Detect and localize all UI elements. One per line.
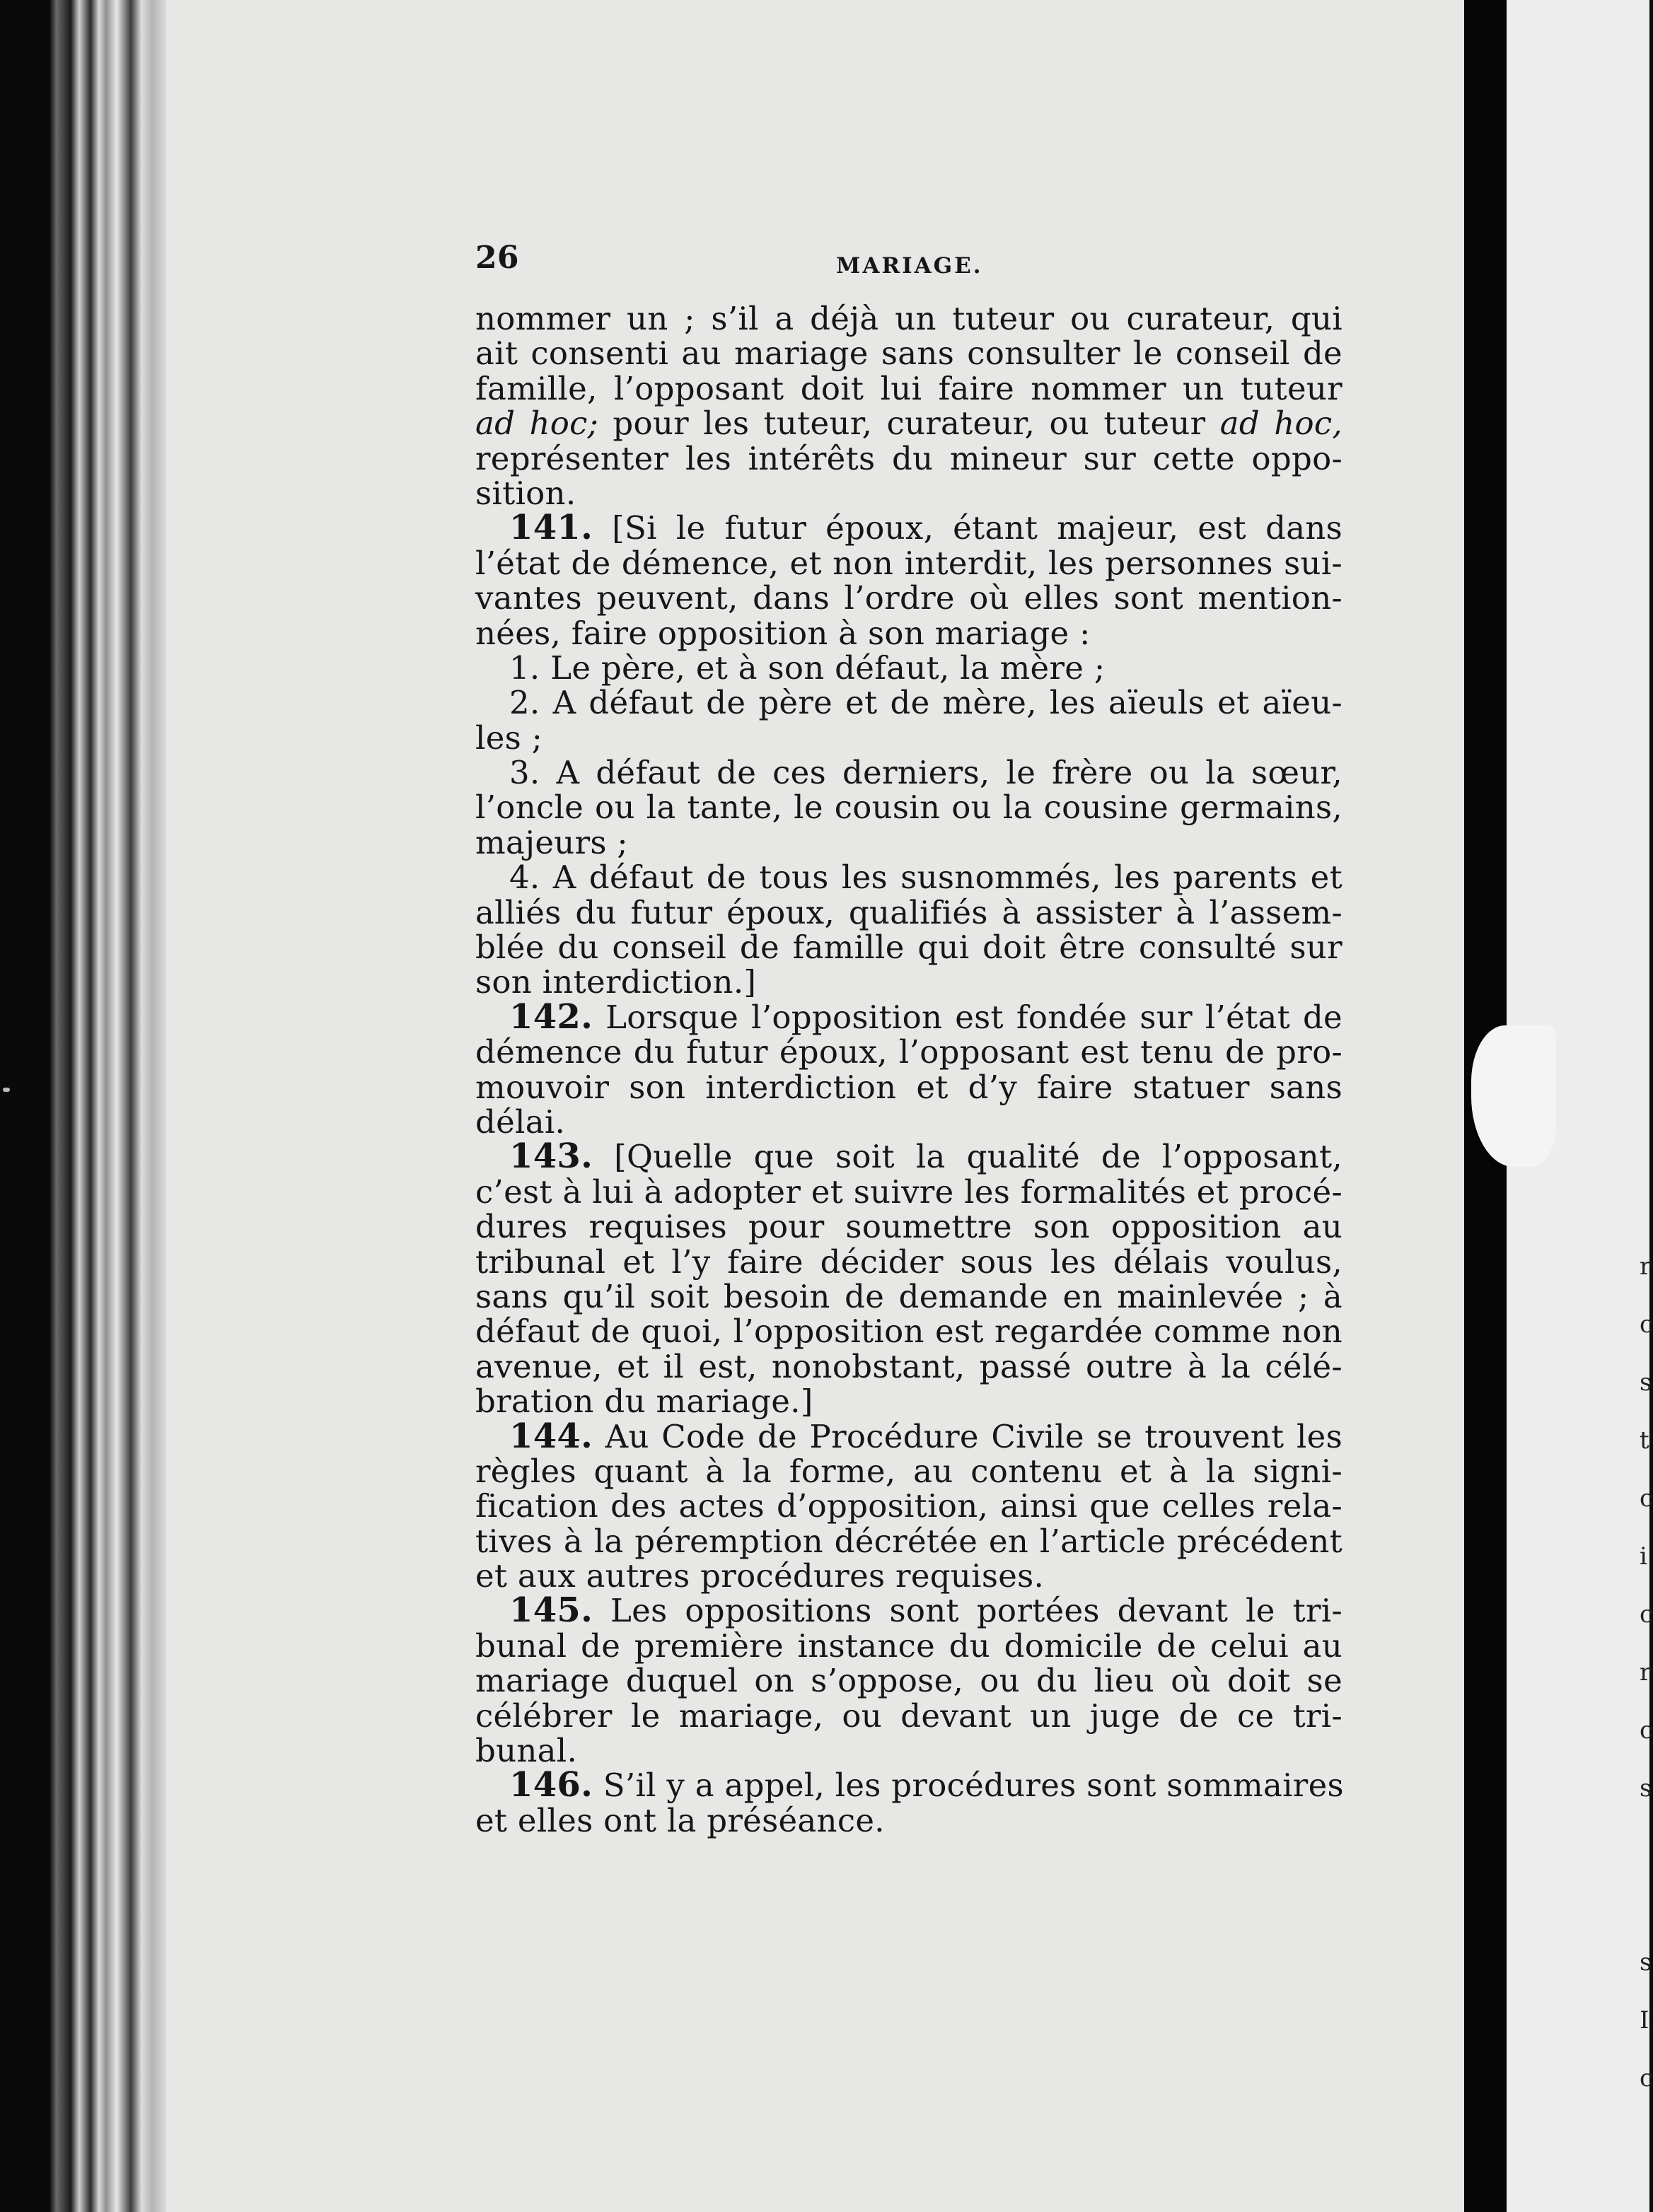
text-line: et aux autres procédures requises. — [475, 1557, 1045, 1595]
list-item: 3. A défaut de ces derniers, le frère ou la sœur, — [509, 754, 1342, 792]
text-line: défaut de quoi, l’opposition est regardée comme non — [475, 1312, 1342, 1351]
text-line: son interdiction.] — [475, 963, 757, 1001]
text-span: [Si le futur époux, étant majeur, est dans — [593, 509, 1342, 547]
list-item: 2. A défaut de père et de mère, les aïeuls et aïeu- — [509, 684, 1342, 722]
text-line: c’est à lui à adopter et suivre les formalités et procé- — [475, 1172, 1342, 1211]
text-line: sans qu’il soit besoin de demande en mainlevée ; à — [475, 1277, 1342, 1315]
text-line: démence du futur époux, l’opposant est tenu de pro- — [475, 1033, 1342, 1071]
text-line: dures requises pour soumettre son opposition au — [475, 1208, 1342, 1246]
text-line: mariage duquel on s’oppose, ou du lieu où doit se — [475, 1662, 1342, 1700]
book-spine — [0, 0, 170, 2212]
text-line: tives à la péremption décrétée en l’article précédent — [475, 1522, 1342, 1560]
text-line: célébrer le mariage, ou devant un juge de ce tri- — [475, 1696, 1342, 1735]
text-line: délai. — [475, 1102, 566, 1141]
page-text — [475, 240, 1342, 1838]
text-span: Les oppositions sont portées devant le tri- — [593, 1592, 1342, 1630]
margin-speck — [3, 1088, 10, 1092]
article-141 — [475, 508, 1342, 548]
text-line: nommer un ; s’il a déjà un tuteur ou curateur, qui — [475, 300, 1342, 337]
article-number: 144. — [509, 1416, 593, 1456]
list-item: 1. Le père, et à son défaut, la mère ; — [509, 648, 1106, 687]
article-number: 142. — [509, 996, 593, 1037]
text-line: bunal. — [475, 1732, 578, 1770]
text-line: avenue, et il est, nonobstant, passé outre à la célé- — [475, 1347, 1342, 1385]
page-title: MARIAGE. — [836, 253, 983, 279]
article-142 — [475, 996, 1342, 1037]
text-line — [475, 406, 1342, 441]
text-line: et elles ont la préséance. — [475, 1801, 885, 1839]
text-line: fication des actes d’opposition, ainsi que celles rela- — [475, 1487, 1342, 1525]
article-number: 146. — [509, 1765, 593, 1805]
text-line: l’état de démence, et non interdit, les personnes sui- — [475, 544, 1342, 582]
article-number: 141. — [509, 508, 593, 548]
running-head — [475, 240, 1342, 301]
text-line: règles quant à la forme, au contenu et à la signi- — [475, 1452, 1342, 1490]
article-number: 143. — [509, 1136, 593, 1177]
page-number: 26 — [475, 240, 519, 276]
text-line: bration du mariage.] — [475, 1382, 813, 1421]
page-tear — [1471, 1025, 1556, 1167]
text-line: les ; — [475, 718, 543, 757]
text-line: ait consenti au mariage sans consulter le conseil de — [475, 334, 1342, 373]
text-line: nées, faire opposition à son mariage : — [475, 614, 1091, 652]
article-144 — [475, 1416, 1342, 1456]
text-span: pour les tuteur, curateur, ou tuteur — [598, 404, 1220, 443]
text-line: tribunal et l’y faire décider sous les délais voulus, — [475, 1242, 1342, 1281]
article-143 — [475, 1136, 1342, 1177]
text-line: sition. — [475, 474, 576, 512]
latin-term: ad hoc, — [1219, 404, 1342, 443]
text-span: Lorsque l’opposition est fondée sur l’état de — [593, 998, 1342, 1036]
text-line: représenter les intérêts du mineur sur cette oppo- — [475, 439, 1342, 477]
text-line: l’oncle ou la tante, le cousin ou la cousine germains, — [475, 788, 1342, 827]
text-line: blée du conseil de famille qui doit être consulté sur — [475, 929, 1342, 967]
latin-term: ad hoc; — [475, 404, 599, 443]
text-span: Au Code de Procédure Civile se trouvent les — [593, 1417, 1342, 1455]
facing-page-text-fragments: r c s t c i c r c s s I c — [1640, 1252, 1653, 2092]
text-line: vantes peuvent, dans l’ordre où elles sont mention- — [475, 579, 1342, 617]
text-line: majeurs ; — [475, 823, 628, 861]
text-line: mouvoir son interdiction et d’y faire statuer sans — [475, 1068, 1342, 1106]
text-span: [Quelle que soit la qualité de l’opposant, — [593, 1138, 1342, 1176]
article-146 — [475, 1765, 1344, 1805]
text-line: alliés du futur époux, qualifiés à assister à l’assem- — [475, 893, 1342, 931]
article-number: 145. — [509, 1590, 593, 1631]
text-span: S’il y a appel, les procédures sont sommaires — [593, 1766, 1344, 1805]
article-145 — [475, 1590, 1342, 1631]
text-line: bunal de première instance du domicile de celui au — [475, 1626, 1342, 1665]
list-item: 4. A défaut de tous les susnommés, les parents et — [509, 858, 1342, 897]
text-line: famille, l’opposant doit lui faire nommer un tuteur — [475, 369, 1342, 407]
